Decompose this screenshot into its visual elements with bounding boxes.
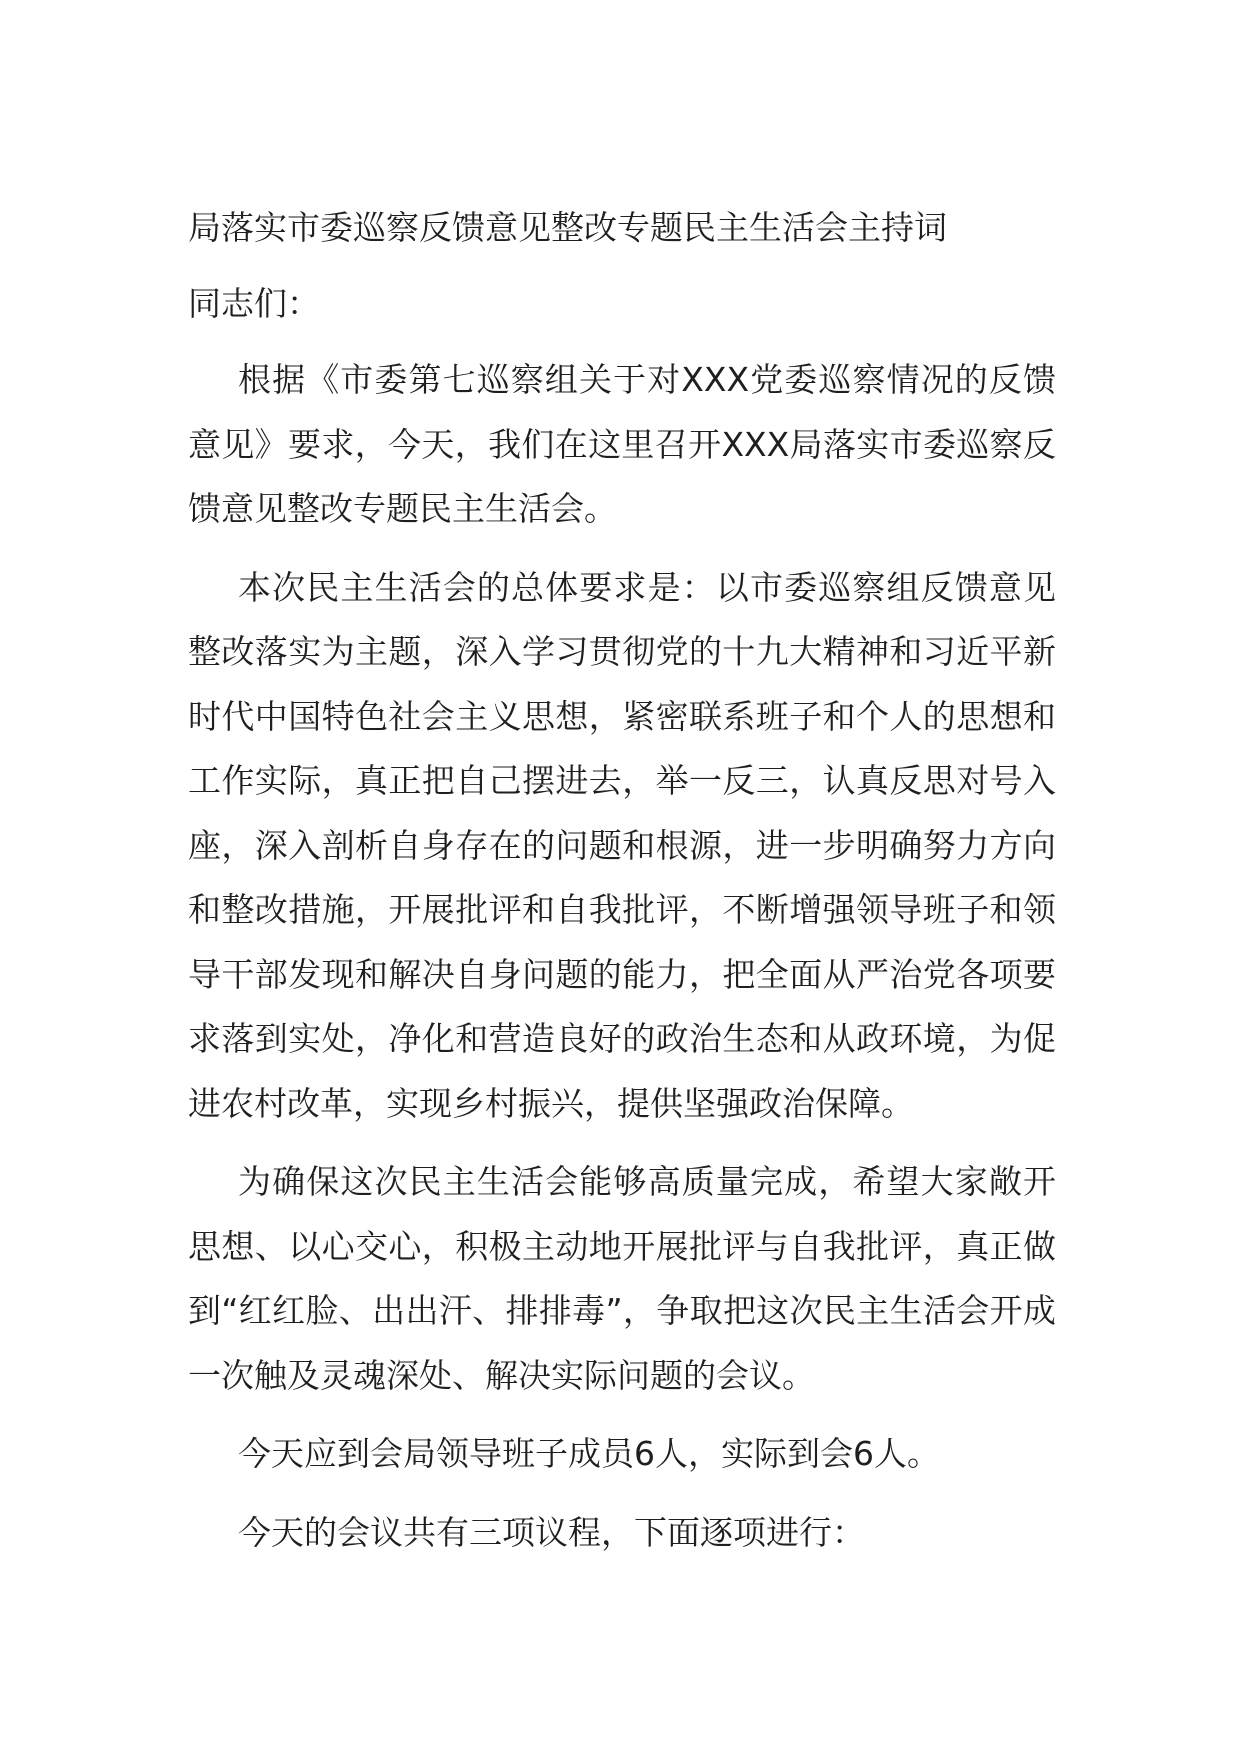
paragraph-3: 为确保这次民主生活会能够高质量完成，希望大家敞开思想、以心交心，积极主动地开展批评与自我批评，真正做到“红红脸、出出汗、排排毒”，争取把这次民主生活会开成一次触及灵魂深处、解决实际问题的会议。 (188, 1162, 1056, 1395)
document-page (188, 196, 1056, 1579)
paragraph-1: 根据《市委第七巡察组关于对XXX党委巡察情况的反馈意见》要求，今天，我们在这里召开XXX局落实市委巡察反馈意见整改专题民主生活会。 (188, 360, 1056, 528)
salutation: 同志们： (188, 284, 320, 323)
document-title: 局落实市委巡察反馈意见整改专题民主生活会主持词 (188, 208, 947, 247)
paragraph-2: 本次民主生活会的总体要求是：以市委巡察组反馈意见整改落实为主题，深入学习贯彻党的十九大精神和习近平新时代中国特色社会主义思想，紧密联系班子和个人的思想和工作实际，真正把自己摆进去，举一反三，认真反思对号入座，深入剖析自身存在的问题和根源，进一步明确努力方向和整改措施，开展批评和自我批评，不断增强领导班子和领导干部发现和解决自身问题的能力，把全面从严治党各项要求落到实处，净化和营造良好的政治生态和从政环境，为促进农村改革，实现乡村振兴，提供坚强政治保障。 (188, 567, 1056, 1123)
paragraph-5: 今天的会议共有三项议程，下面逐项进行： (238, 1512, 865, 1552)
paragraph-4: 今天应到会局领导班子成员6人，实际到会6人。 (238, 1434, 940, 1473)
